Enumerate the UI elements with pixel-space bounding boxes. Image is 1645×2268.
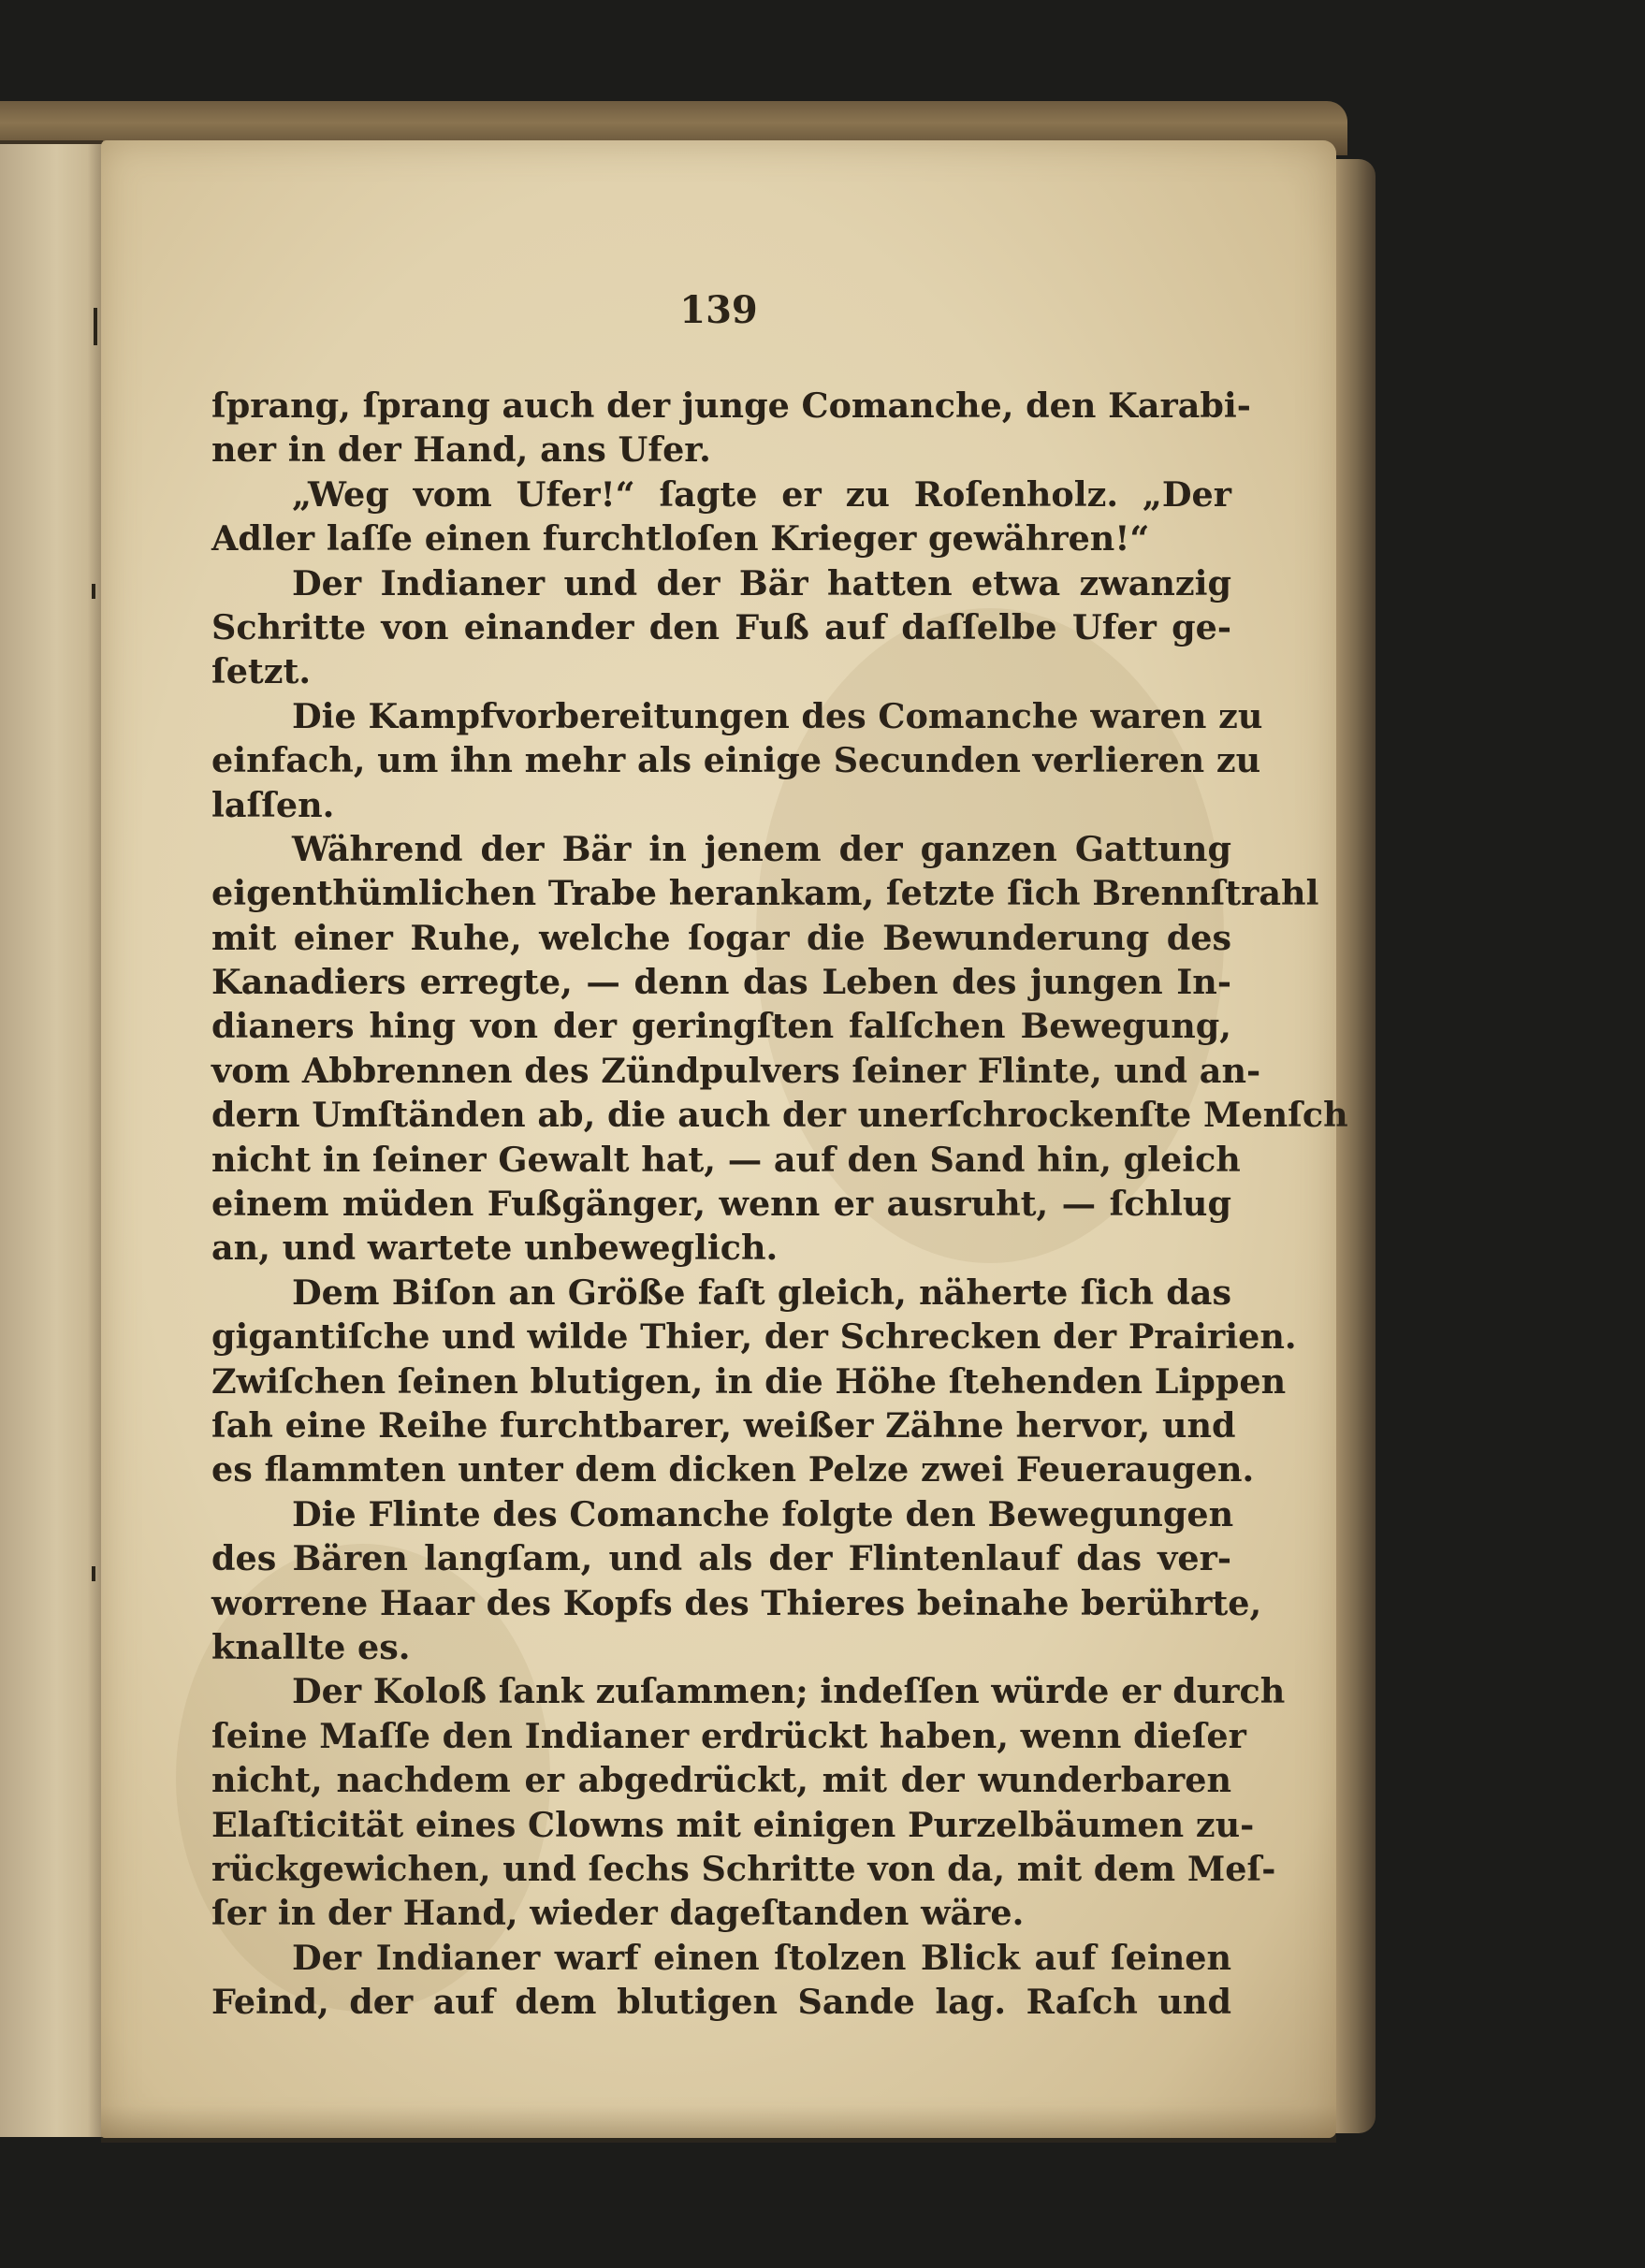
text-line: Adler laſſe einen furchtloſen Krieger gewähren!“	[211, 518, 1150, 560]
body-text	[211, 384, 1348, 2024]
text-line: laſſen.	[211, 784, 335, 825]
text-line: ſah eine Reihe furchtbarer, weißer Zähne hervor, und	[211, 1404, 1236, 1446]
text-line: einfach, um ihn mehr als einige Secunden verlieren zu	[211, 740, 1261, 781]
text-line: worrene Haar des Kopfs des Thieres beinahe berührte,	[211, 1582, 1262, 1623]
page-mark	[94, 308, 97, 345]
text-line: ner in der Hand, ans Ufer.	[211, 429, 711, 471]
page-bottom-shadow	[101, 2105, 1336, 2143]
text-line: vom Abbrennen des Zündpulvers ſeiner Flinte, und an-	[211, 1050, 1261, 1091]
text-line: Die Kampfvorbereitungen des Comanche waren zu	[292, 695, 1263, 736]
text-line: Während der Bär in jenem der ganzen Gattung	[292, 828, 1231, 869]
text-line: an, und wartete unbeweglich.	[211, 1228, 779, 1269]
text-line: Kanadiers erregte, — denn das Leben des jungen In-	[211, 962, 1231, 1003]
text-line: ſer in der Hand, wieder dageſtanden wäre.	[211, 1893, 1025, 1934]
text-line: Der Indianer und der Bär hatten etwa zwanzig	[292, 562, 1231, 603]
text-line: Feind, der auf dem blutigen Sande lag. Raſch und	[211, 1982, 1231, 2023]
text-line: mit einer Ruhe, welche ſogar die Bewunderung des	[211, 917, 1231, 958]
text-line: nicht, nachdem er abgedrückt, mit der wunderbaren	[211, 1760, 1231, 1801]
text-line: Dem Biſon an Größe faſt gleich, näherte ſich das	[292, 1272, 1231, 1313]
text-line: ſprang, ſprang auch der junge Comanche, den Karabi-	[211, 385, 1251, 426]
text-line: Die Flinte des Comanche folgte den Bewegungen	[292, 1493, 1234, 1534]
text-line: ſetzt.	[211, 651, 312, 692]
text-line: ſeine Maſſe den Indianer erdrückt haben, wenn dieſer	[211, 1715, 1246, 1756]
text-line: dern Umſtänden ab, die auch der unerſchrockenſte Menſch	[211, 1095, 1348, 1136]
text-line: Schritte von einander den Fuß auf daſſelbe Ufer ge-	[211, 606, 1231, 647]
text-line: gigantiſche und wilde Thier, der Schrecken der Prairien.	[211, 1316, 1297, 1358]
text-line: rückgewichen, und ſechs Schritte von da, mit dem Meſ-	[211, 1848, 1276, 1889]
page-mark	[92, 584, 95, 599]
text-line: Zwiſchen ſeinen blutigen, in die Höhe ſtehenden Lippen	[211, 1360, 1287, 1402]
text-line: dianers hing von der geringſten falſchen Bewegung,	[211, 1006, 1231, 1047]
text-line: des Bären langſam, und als der Flintenlauf das ver-	[211, 1538, 1231, 1579]
page-number: 139	[679, 288, 758, 332]
book-page	[101, 140, 1348, 2138]
text-line: „Weg vom Ufer!“ ſagte er zu Roſenholz. „Der	[292, 473, 1231, 515]
text-line: knallte es.	[211, 1626, 411, 1667]
page-mark	[92, 1566, 95, 1581]
text-line: Elaſticität eines Clowns mit einigen Purzelbäumen zu-	[211, 1804, 1255, 1845]
text-line: nicht in ſeiner Gewalt hat, — auf den Sand hin, gleich	[211, 1139, 1241, 1180]
text-line: eigenthümlichen Trabe herankam, ſetzte ſich Brennſtrahl	[211, 873, 1319, 914]
text-line: Der Koloß ſank zuſammen; indeſſen würde er durch	[292, 1671, 1286, 1712]
text-line: es flammten unter dem dicken Pelze zwei Feueraugen.	[211, 1449, 1255, 1490]
facing-page-edge	[0, 140, 103, 2137]
text-line: einem müden Fußgänger, wenn er ausruht, — ſchlug	[211, 1184, 1231, 1225]
text-line: Der Indianer warf einen ſtolzen Blick auf ſeinen	[292, 1937, 1231, 1978]
